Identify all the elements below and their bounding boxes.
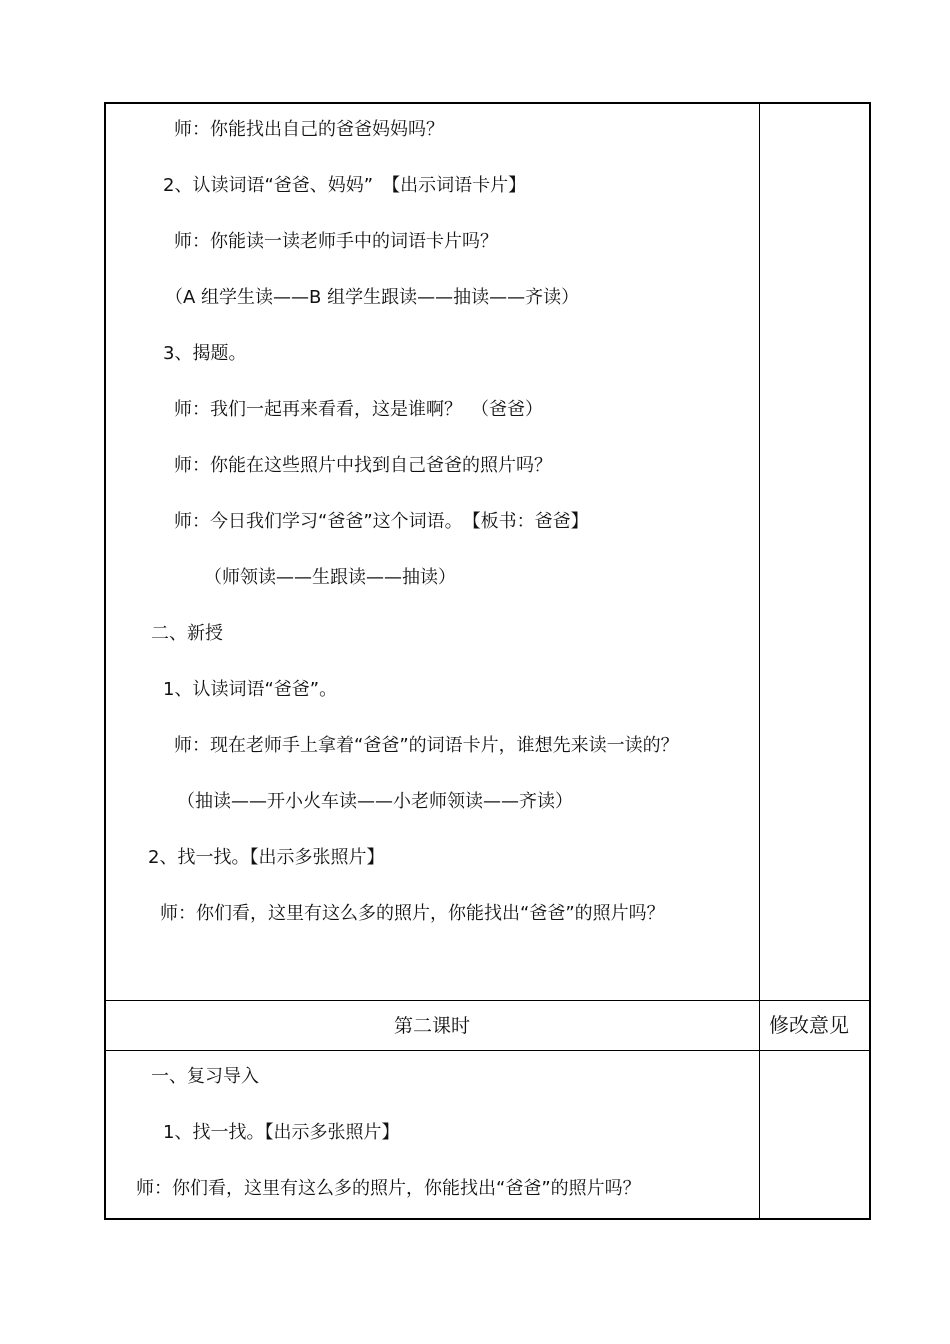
lesson1-line-6: 师：我们一起再来看看，这是谁啊？ （爸爸） <box>174 399 543 420</box>
table-row-divider-bottom <box>104 1050 871 1051</box>
table-bottom-border <box>104 1218 871 1220</box>
lesson1-line-4: （A 组学生读——B 组学生跟读——抽读——齐读） <box>165 287 580 308</box>
lesson1-line-9: （师领读——生跟读——抽读） <box>204 567 456 588</box>
lesson1-line-13: （抽读——开小火车读——小老师领读——齐读） <box>177 791 573 812</box>
table-left-border <box>104 102 106 1220</box>
lesson1-line-1: 师：你能找出自己的爸爸妈妈吗？ <box>174 119 444 140</box>
lesson2-line-2: 1、找一找。【出示多张照片】 <box>163 1122 400 1143</box>
table-column-divider <box>759 102 760 1220</box>
lesson1-line-5: 3、揭题。 <box>163 343 247 364</box>
table-right-border <box>869 102 871 1220</box>
lesson1-line-12: 师：现在老师手上拿着“爸爸”的词语卡片，谁想先来读一读的？ <box>174 735 679 756</box>
lesson1-line-8: 师：今日我们学习“爸爸”这个词语。 【板书：爸爸】 <box>174 511 589 532</box>
lesson1-line-11: 1、认读词语“爸爸”。 <box>163 679 338 700</box>
lesson2-title: 第二课时 <box>394 1015 471 1037</box>
lesson1-line-14: 2、找一找。【出示多张照片】 <box>148 847 385 868</box>
lesson1-line-3: 师：你能读一读老师手中的词语卡片吗？ <box>174 231 498 252</box>
lesson1-line-2: 2、认读词语“爸爸、妈妈” 【出示词语卡片】 <box>163 175 527 196</box>
lesson2-line-3: 师：你们看，这里有这么多的照片，你能找出“爸爸”的照片吗？ <box>136 1178 641 1199</box>
table-top-border <box>104 102 871 104</box>
revision-notes-header: 修改意见 <box>769 1013 849 1037</box>
lesson1-line-15: 师：你们看，这里有这么多的照片，你能找出“爸爸”的照片吗？ <box>160 903 665 924</box>
lesson2-line-1: 一、复习导入 <box>151 1066 259 1087</box>
lesson1-line-7: 师：你能在这些照片中找到自己爸爸的照片吗？ <box>174 455 552 476</box>
table-row-divider-top <box>104 1000 871 1001</box>
lesson1-line-10: 二、新授 <box>151 623 223 644</box>
